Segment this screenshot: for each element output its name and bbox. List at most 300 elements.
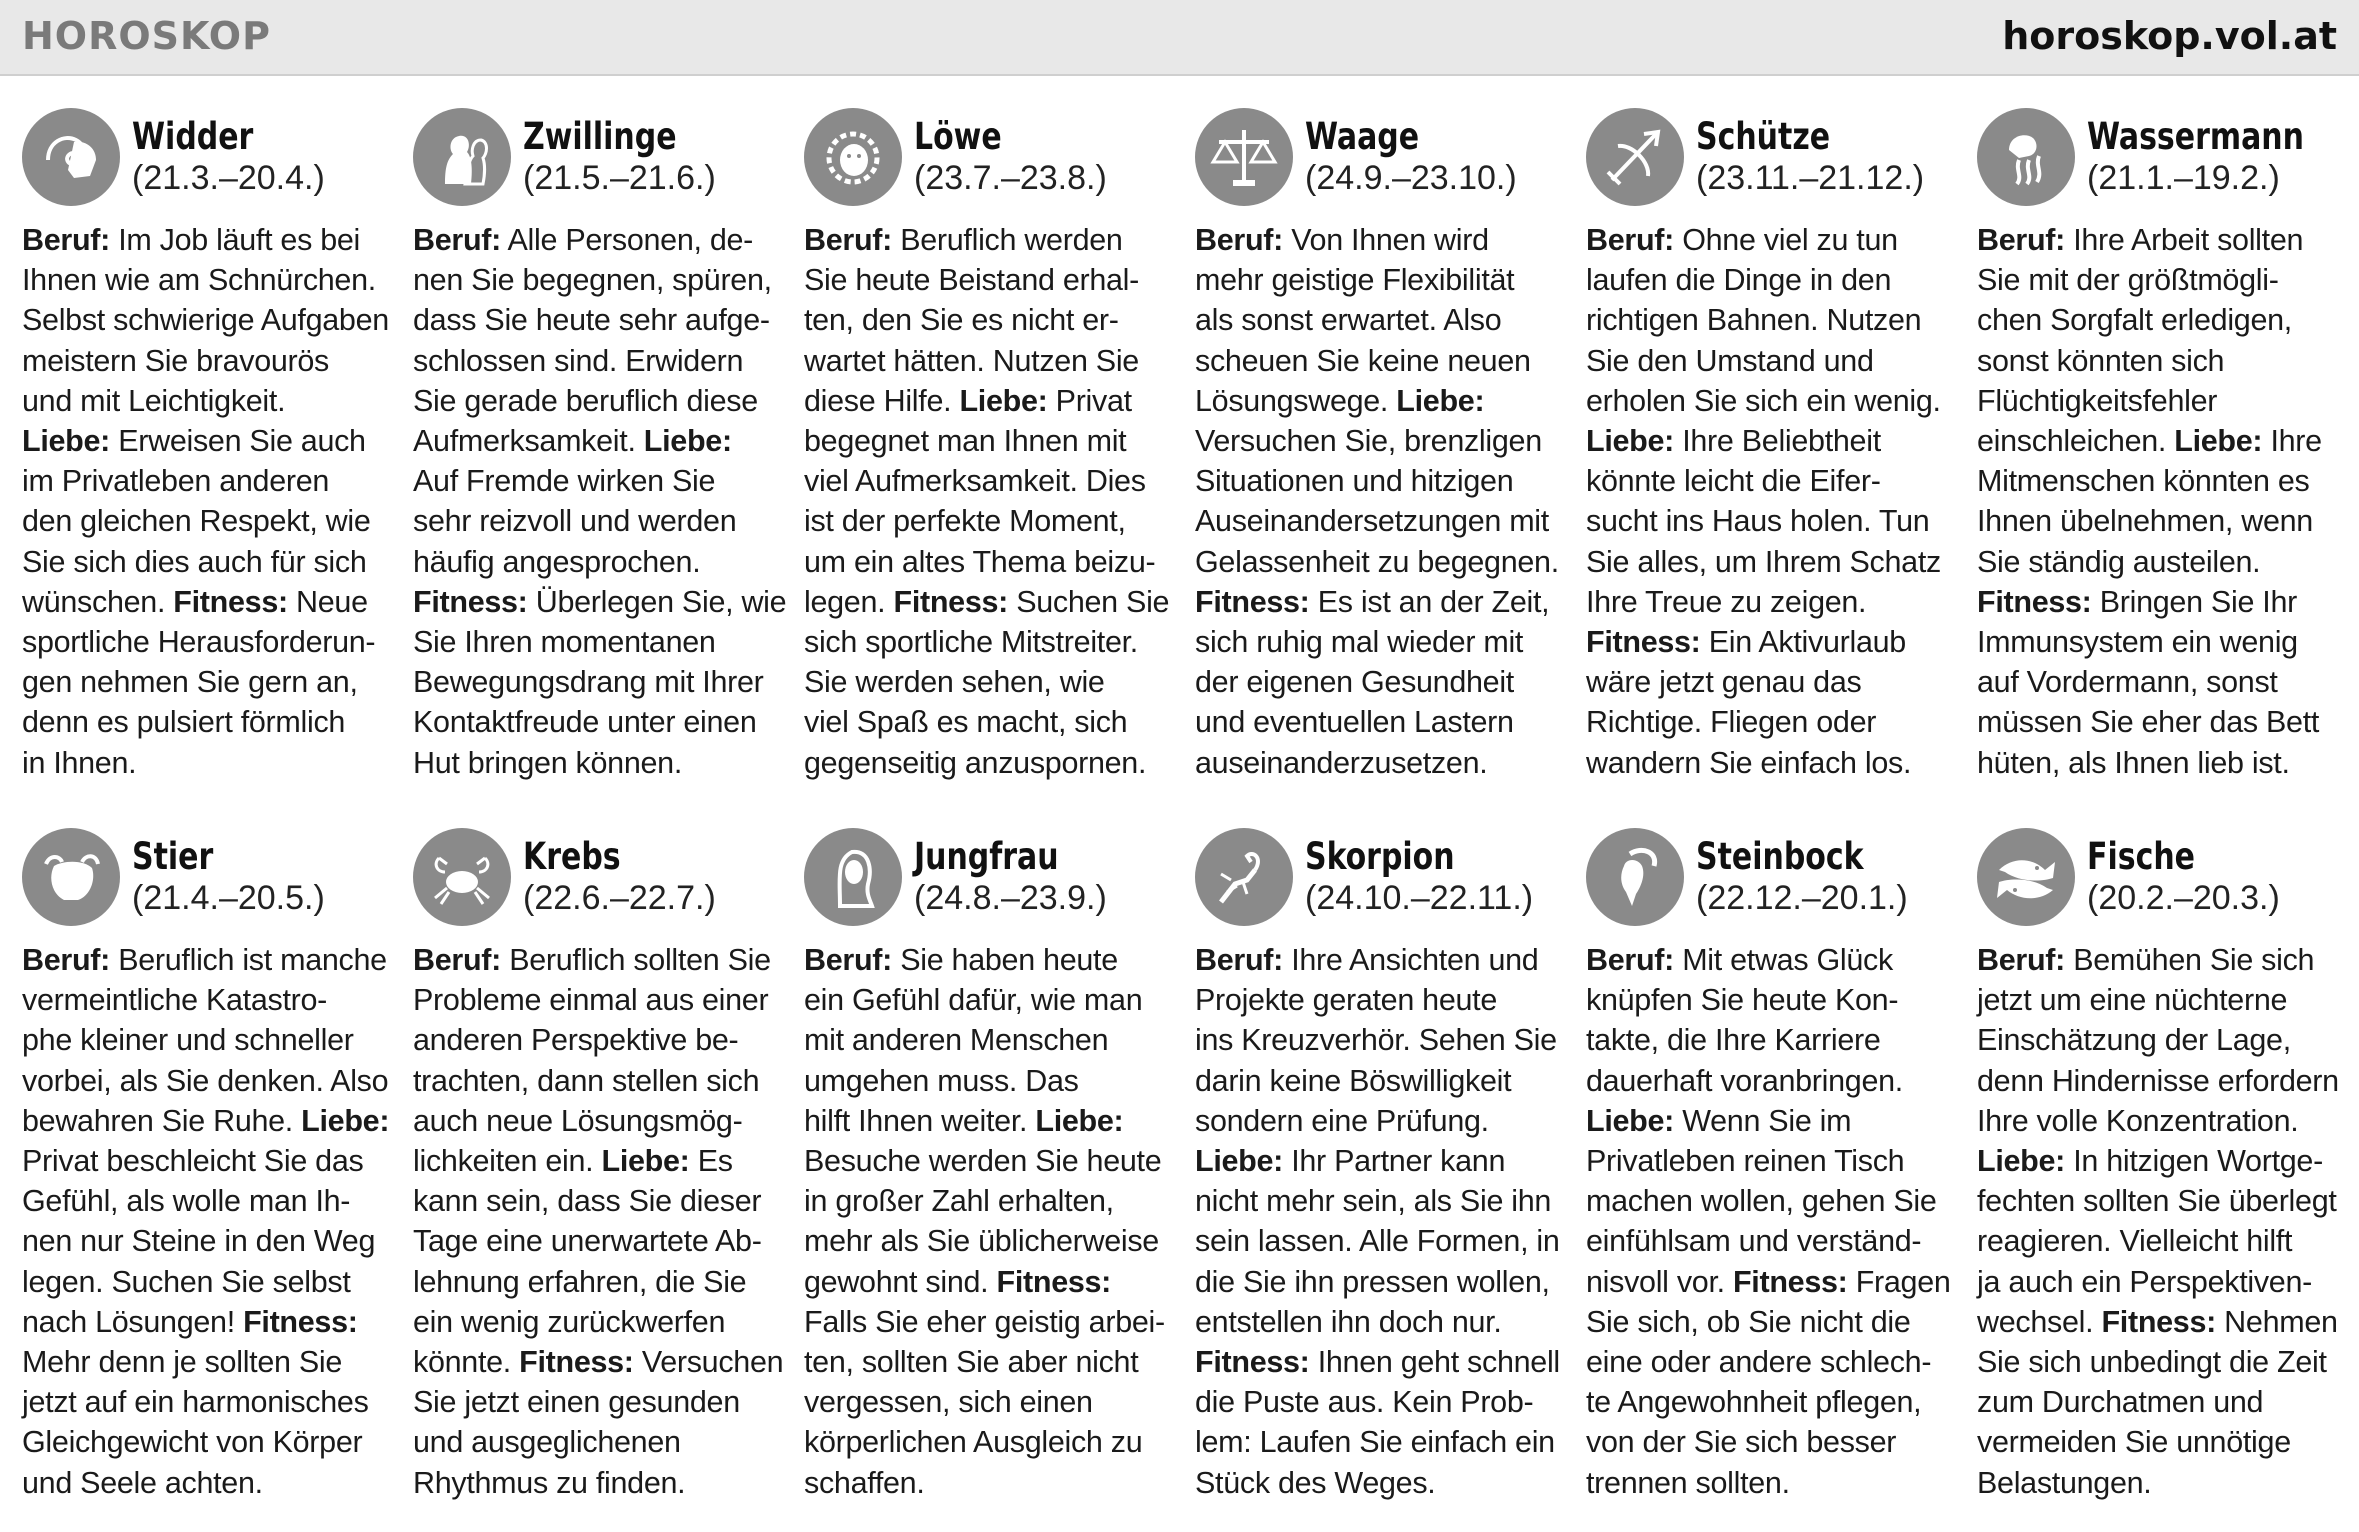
sign-waage (1195, 108, 1567, 828)
text-segment: legen. Suchen Sie selbst (22, 1264, 351, 1299)
horoscope-text (804, 220, 1176, 783)
text-segment: nen Sie begegnen, spüren, (413, 263, 772, 298)
text-segment: Neue (287, 584, 368, 619)
text-line (1195, 1422, 1567, 1462)
text-segment: auf Vordermann, sonst (1977, 665, 2278, 700)
category-label: Fitness: (243, 1304, 358, 1339)
text-segment: vergessen, sich einen (804, 1385, 1093, 1420)
text-line (1195, 1342, 1567, 1382)
text-segment: und Seele achten. (22, 1465, 263, 1500)
text-line (804, 341, 1176, 381)
sign-title-block (914, 828, 1107, 918)
text-line (1195, 1101, 1567, 1141)
text-segment: hüten, als Ihnen lieb ist. (1977, 745, 2290, 780)
text-line (1586, 1020, 1958, 1060)
text-line (22, 461, 394, 501)
text-segment: Mitmenschen könnten es (1977, 464, 2310, 499)
text-line (1977, 220, 2349, 260)
text-segment: wartet hätten. Nutzen Sie (804, 343, 1139, 378)
text-line (804, 1302, 1176, 1342)
horoscope-text (413, 940, 785, 1503)
text-line (413, 1382, 785, 1422)
text-line (1977, 1422, 2349, 1462)
text-segment: ja auch ein Perspektiven- (1977, 1264, 2312, 1299)
text-segment: Sie ständig austeilen. (1977, 544, 2261, 579)
text-line (804, 702, 1176, 742)
text-segment: Ihre volle Konzentration. (1977, 1103, 2299, 1138)
text-segment: sportliche Herausforderun- (22, 625, 376, 660)
scales-icon (1195, 108, 1293, 206)
text-line (413, 622, 785, 662)
text-segment: Ihre Beliebtheit (1674, 424, 1881, 459)
text-segment: lem: Laufen Sie einfach ein (1195, 1425, 1555, 1460)
text-line (413, 1020, 785, 1060)
text-line (804, 1020, 1176, 1060)
virgin-icon (804, 828, 902, 926)
text-segment: Ihre Ansichten und (1283, 943, 1539, 977)
text-line (1586, 1342, 1958, 1382)
text-line (22, 622, 394, 662)
sign-title-block (523, 828, 716, 918)
text-segment: Situationen und hitzigen (1195, 464, 1514, 499)
text-segment: Sie Ihren momentanen (413, 625, 716, 660)
goat-icon (1586, 828, 1684, 926)
text-line (413, 1422, 785, 1462)
text-line (1586, 461, 1958, 501)
text-segment: Sie heute Beistand erhal- (804, 263, 1139, 298)
text-line (1195, 743, 1567, 783)
sign-löwe (804, 108, 1176, 828)
horoscope-text (22, 220, 394, 783)
category-label: Liebe: (959, 383, 1048, 418)
text-segment: ein Gefühl dafür, wie man (804, 983, 1143, 1018)
text-segment: Ein Aktivurlaub (1700, 625, 1906, 660)
text-segment: Privatleben reinen Tisch (1586, 1144, 1905, 1179)
text-line (1195, 1020, 1567, 1060)
text-segment: Überlegen Sie, wie (527, 584, 787, 619)
category-label: Fitness: (1977, 584, 2092, 619)
text-segment: auseinanderzusetzen. (1195, 745, 1488, 780)
text-line (1586, 1302, 1958, 1342)
text-segment: ten, sollten Sie aber nicht (804, 1345, 1139, 1380)
text-line (22, 341, 394, 381)
text-segment: Selbst schwierige Aufgaben (22, 303, 389, 338)
category-label: Liebe: (1035, 1103, 1124, 1138)
sign-wassermann (1977, 108, 2349, 828)
text-line (22, 1342, 394, 1382)
text-segment: und ausgeglichenen (413, 1425, 681, 1460)
text-line (22, 662, 394, 702)
category-label: Fitness: (1586, 625, 1701, 660)
sign-title-block (132, 108, 325, 198)
text-segment: kann sein, dass Sie dieser (413, 1184, 762, 1219)
text-segment: hilft Ihnen weiter. (804, 1103, 1036, 1138)
text-segment: richtigen Bahnen. Nutzen (1586, 303, 1922, 338)
text-segment: nisvoll vor. (1586, 1264, 1733, 1299)
text-segment: auch neue Lösungsmög- (413, 1103, 743, 1138)
text-segment: Flüchtigkeitsfehler (1977, 383, 2218, 418)
text-segment: Privat beschleicht Sie das (22, 1144, 364, 1179)
text-line (413, 300, 785, 340)
text-line (1586, 501, 1958, 541)
text-line (22, 421, 394, 461)
sign-name: Stier (132, 835, 214, 878)
sign-dates: (23.11.–21.12.) (1696, 159, 1925, 197)
text-segment: wäre jetzt genau das (1586, 665, 1862, 700)
category-label: Beruf: (22, 943, 111, 977)
horoscope-text (1977, 220, 2349, 783)
text-line (804, 461, 1176, 501)
sign-name: Steinbock (1696, 835, 1864, 878)
text-segment: eine oder andere schlech- (1586, 1345, 1932, 1380)
text-segment: wandern Sie einfach los. (1586, 745, 1912, 780)
text-line (413, 1342, 785, 1382)
text-segment: nach Lösungen! (22, 1304, 244, 1339)
sign-name: Waage (1305, 115, 1420, 158)
text-line (1586, 1101, 1958, 1141)
category-label: Beruf: (1977, 943, 2066, 977)
text-line (1195, 421, 1567, 461)
text-segment: schaffen. (804, 1465, 925, 1500)
category-label: Liebe: (1586, 1103, 1675, 1138)
text-line (1977, 1382, 2349, 1422)
text-segment: begegnet man Ihnen mit (804, 424, 1127, 459)
sign-header (413, 108, 785, 212)
sign-title-block (1696, 108, 1924, 198)
text-segment: diese Hilfe. (804, 383, 960, 418)
text-segment: Kontaktfreude unter einen (413, 705, 757, 740)
website-url[interactable]: horoskop.vol.at (2002, 14, 2337, 58)
sign-dates: (21.5.–21.6.) (523, 159, 716, 197)
text-segment: Projekte geraten heute (1195, 983, 1498, 1018)
text-segment: vermeintliche Katastro- (22, 983, 327, 1018)
text-segment: um ein altes Thema beizu- (804, 544, 1156, 579)
sign-dates: (24.10.–22.11.) (1305, 879, 1534, 917)
text-segment: Aufmerksamkeit. (413, 424, 644, 459)
text-segment: ten, den Sie es nicht er- (804, 303, 1119, 338)
category-label: Fitness: (2101, 1304, 2216, 1339)
category-label: Beruf: (413, 943, 502, 977)
text-line (1195, 501, 1567, 541)
text-segment: ein wenig zurückwerfen (413, 1304, 726, 1339)
text-line (413, 220, 785, 260)
text-line (1977, 622, 2349, 662)
text-line (804, 582, 1176, 622)
text-line (22, 1262, 394, 1302)
text-segment: Belastungen. (1977, 1465, 2152, 1500)
category-label: Beruf: (1586, 943, 1675, 977)
text-segment: nicht mehr sein, als Sie ihn (1195, 1184, 1552, 1219)
text-line (1977, 702, 2349, 742)
text-line (1586, 341, 1958, 381)
category-label: Liebe: (301, 1103, 390, 1138)
text-line (22, 1221, 394, 1261)
text-line (1195, 1141, 1567, 1181)
page-title: HOROSKOP (22, 14, 271, 58)
sign-title-block (1696, 828, 1908, 918)
text-segment: könnte leicht die Eifer- (1586, 464, 1881, 499)
category-label: Beruf: (1195, 223, 1284, 257)
text-line (1195, 381, 1567, 421)
text-line (413, 662, 785, 702)
category-label: Fitness: (413, 584, 528, 619)
text-line (413, 940, 785, 980)
text-line (804, 662, 1176, 702)
sign-dates: (23.7.–23.8.) (914, 159, 1107, 197)
text-segment: vorbei, als Sie denken. Also (22, 1063, 389, 1098)
text-line (22, 220, 394, 260)
text-segment: nen nur Steine in den Weg (22, 1224, 376, 1259)
text-segment: anderen Perspektive be- (413, 1023, 739, 1058)
text-segment: sich sportliche Mitstreiter. (804, 625, 1138, 660)
sign-fische (1977, 828, 2349, 1518)
text-segment: häufig angesprochen. (413, 544, 701, 579)
sign-dates: (21.3.–20.4.) (132, 159, 325, 197)
text-line (1586, 1061, 1958, 1101)
sign-krebs (413, 828, 785, 1518)
text-line (1586, 1221, 1958, 1261)
text-segment: die Sie ihn pressen wollen, (1195, 1264, 1550, 1299)
text-segment: mit anderen Menschen (804, 1023, 1109, 1058)
text-segment: sein lassen. Alle Formen, in (1195, 1224, 1560, 1259)
text-line (413, 1262, 785, 1302)
sign-jungfrau (804, 828, 1176, 1518)
text-segment: chen Sorgfalt erledigen, (1977, 303, 2292, 338)
text-segment: sehr reizvoll und werden (413, 504, 737, 539)
text-line (22, 702, 394, 742)
text-segment: Es ist an der Zeit, (1309, 584, 1550, 619)
text-line (1586, 1422, 1958, 1462)
text-line (413, 542, 785, 582)
text-segment: Gleichgewicht von Körper (22, 1425, 363, 1460)
text-segment: ist der perfekte Moment, (804, 504, 1126, 539)
text-line (22, 501, 394, 541)
horoscope-text (1586, 220, 1958, 783)
text-line (413, 1463, 785, 1503)
text-segment: Sie mit der größtmögli- (1977, 263, 2279, 298)
sign-dates: (22.12.–20.1.) (1696, 879, 1908, 917)
sign-header (413, 828, 785, 932)
text-segment: viel Aufmerksamkeit. Dies (804, 464, 1146, 499)
text-line (804, 300, 1176, 340)
sign-title-block (2087, 828, 2280, 918)
text-line (804, 501, 1176, 541)
text-line (1586, 300, 1958, 340)
sign-header (22, 828, 394, 932)
text-line (1586, 662, 1958, 702)
text-segment: denn es pulsiert förmlich (22, 705, 346, 740)
sign-header (1977, 108, 2349, 212)
sign-schütze (1586, 108, 1958, 828)
text-segment: Bemühen Sie sich (2065, 943, 2315, 977)
text-line (1977, 1221, 2349, 1261)
category-label: Fitness: (1195, 1345, 1310, 1380)
text-segment: in Ihnen. (22, 745, 137, 780)
text-line (22, 381, 394, 421)
text-line (413, 461, 785, 501)
text-line (1977, 542, 2349, 582)
text-segment: körperlichen Ausgleich zu (804, 1425, 1143, 1460)
text-line (413, 1221, 785, 1261)
sign-name: Zwillinge (523, 115, 677, 158)
text-line (1586, 381, 1958, 421)
sign-zwillinge (413, 108, 785, 828)
text-line (1977, 582, 2349, 622)
text-segment: Mit etwas Glück (1674, 943, 1893, 977)
text-line (1586, 622, 1958, 662)
text-segment: trachten, dann stellen sich (413, 1063, 760, 1098)
text-line (413, 1141, 785, 1181)
text-line (1586, 940, 1958, 980)
sign-name: Löwe (914, 115, 1002, 158)
sign-dates: (22.6.–22.7.) (523, 879, 716, 917)
horoscope-text (1195, 220, 1567, 783)
text-segment: einschleichen. (1977, 424, 2175, 459)
sign-name: Krebs (523, 835, 621, 878)
text-line (1977, 1463, 2349, 1503)
horoscope-text (1977, 940, 2349, 1503)
text-segment: Rhythmus zu finden. (413, 1465, 686, 1500)
text-segment: Falls Sie eher geistig arbei- (804, 1304, 1165, 1339)
text-segment: sondern eine Prüfung. (1195, 1103, 1489, 1138)
text-segment: Besuche werden Sie heute (804, 1144, 1162, 1179)
sign-dates: (24.8.–23.9.) (914, 879, 1107, 917)
text-line (1586, 421, 1958, 461)
text-segment: lehnung erfahren, die Sie (413, 1264, 747, 1299)
text-line (1977, 381, 2349, 421)
text-segment: takte, die Ihre Karriere (1586, 1023, 1881, 1058)
text-line (22, 542, 394, 582)
category-label: Liebe: (601, 1144, 690, 1179)
text-line (22, 1101, 394, 1141)
sign-dates: (21.4.–20.5.) (132, 879, 325, 917)
text-line (1977, 980, 2349, 1020)
text-segment: reagieren. Vielleicht hilft (1977, 1224, 2293, 1259)
text-segment: Privat (1047, 383, 1132, 418)
text-segment: Sie den Umstand und (1586, 343, 1874, 378)
text-segment: Wenn Sie im (1674, 1103, 1852, 1138)
text-line (22, 1141, 394, 1181)
text-line (1977, 1141, 2349, 1181)
text-line (1586, 260, 1958, 300)
horoscope-grid (22, 108, 2340, 1518)
text-segment: die Puste aus. Kein Prob- (1195, 1385, 1534, 1420)
text-segment: laufen die Dinge in den (1586, 263, 1892, 298)
text-line (1586, 743, 1958, 783)
text-line (22, 1382, 394, 1422)
text-segment: Tage eine unerwartete Ab- (413, 1224, 762, 1259)
text-segment: Richtige. Fliegen oder (1586, 705, 1877, 740)
text-line (1977, 1342, 2349, 1382)
text-line (1195, 1221, 1567, 1261)
sign-stier (22, 828, 394, 1518)
text-segment: vermeiden Sie unnötige (1977, 1425, 2291, 1460)
text-line (1195, 1382, 1567, 1422)
category-label: Liebe: (1977, 1144, 2066, 1179)
text-segment: in großer Zahl erhalten, (804, 1184, 1114, 1219)
text-segment: Erweisen Sie auch (110, 424, 366, 459)
text-segment: Lösungswege. (1195, 383, 1397, 418)
text-line (804, 743, 1176, 783)
text-segment: einfühlsam und verständ- (1586, 1224, 1922, 1259)
horoscope-text (804, 940, 1176, 1503)
text-segment: ins Kreuzverhör. Sehen Sie (1195, 1023, 1557, 1058)
horoscope-text (413, 220, 785, 783)
text-segment: dauerhaft voranbringen. (1586, 1063, 1903, 1098)
text-segment: Beruflich sollten Sie (501, 943, 771, 977)
text-line (1195, 1061, 1567, 1101)
text-segment: den gleichen Respekt, wie (22, 504, 371, 539)
text-line (22, 940, 394, 980)
category-label: Fitness: (1732, 1264, 1848, 1299)
text-segment: Versuchen Sie, brenzligen (1195, 424, 1542, 459)
text-line (804, 1221, 1176, 1261)
text-line (413, 1061, 785, 1101)
text-line (22, 980, 394, 1020)
text-line (1586, 542, 1958, 582)
sign-header (804, 828, 1176, 932)
category-label: Beruf: (804, 943, 893, 977)
text-line (1195, 582, 1567, 622)
text-line (1977, 1020, 2349, 1060)
sign-dates: (20.2.–20.3.) (2087, 879, 2280, 917)
text-segment: gewohnt sind. (804, 1264, 997, 1299)
text-segment: jetzt auf ein harmonisches (22, 1385, 369, 1420)
text-segment: müssen Sie eher das Bett (1977, 705, 2320, 740)
category-label: Beruf: (413, 223, 502, 257)
text-segment: fechten sollten Sie überlegt (1977, 1184, 2337, 1219)
category-label: Fitness: (996, 1264, 1112, 1299)
text-segment: umgehen muss. Das (804, 1063, 1079, 1098)
text-segment: schlossen sind. Erwidern (413, 343, 744, 378)
text-line (1195, 461, 1567, 501)
text-line (1977, 421, 2349, 461)
text-segment: entstellen ihn doch nur. (1195, 1304, 1502, 1339)
sign-name: Wassermann (2087, 115, 2304, 158)
text-segment: Sie haben heute (892, 943, 1118, 977)
sign-title-block (523, 108, 716, 198)
text-line (413, 1302, 785, 1342)
text-segment: Sie sich unbedingt die Zeit (1977, 1345, 2327, 1380)
text-segment: und mit Leichtigkeit. (22, 383, 286, 418)
text-line (804, 1061, 1176, 1101)
text-line (1586, 1463, 1958, 1503)
text-segment: von der Sie sich besser (1586, 1425, 1897, 1460)
horoscope-text (1586, 940, 1958, 1503)
sign-steinbock (1586, 828, 1958, 1518)
text-line (804, 940, 1176, 980)
text-line (413, 980, 785, 1020)
sign-header (804, 108, 1176, 212)
text-segment: Sie alles, um Ihrem Schatz (1586, 544, 1941, 579)
text-line (804, 1181, 1176, 1221)
sign-header (1977, 828, 2349, 932)
category-label: Liebe: (1396, 383, 1485, 418)
text-line (804, 1101, 1176, 1141)
text-segment: Ihre Arbeit sollten (2065, 223, 2304, 257)
text-line (804, 980, 1176, 1020)
text-line (1586, 582, 1958, 622)
text-line (804, 260, 1176, 300)
text-segment: mehr geistige Flexibilität (1195, 263, 1515, 298)
scorpion-icon (1195, 828, 1293, 926)
text-segment: scheuen Sie keine neuen (1195, 343, 1531, 378)
text-segment: Probleme einmal aus einer (413, 983, 769, 1018)
text-segment: phe kleiner und schneller (22, 1023, 354, 1058)
text-segment: Einschätzung der Lage, (1977, 1023, 2291, 1058)
twins-icon (413, 108, 511, 206)
sign-name: Fische (2087, 835, 2195, 878)
